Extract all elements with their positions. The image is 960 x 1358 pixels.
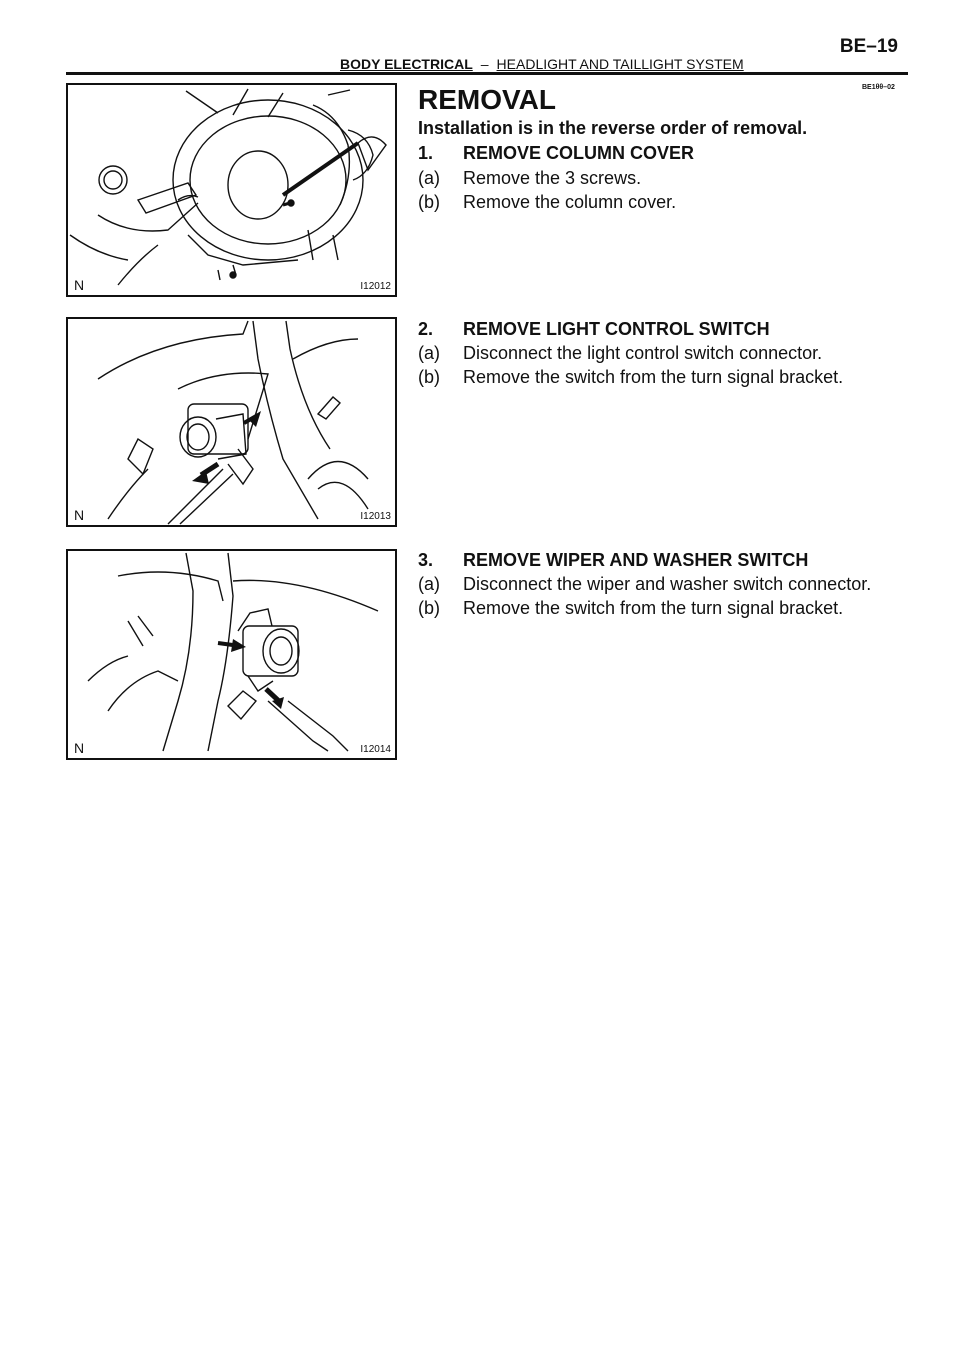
figure-column-cover (66, 83, 397, 297)
header-dash: – (480, 56, 489, 72)
substep-text: Disconnect the wiper and washer switch connector. (463, 574, 872, 594)
step-number: 2. (418, 319, 434, 339)
substep-label: (b) (418, 367, 440, 387)
section-title: BODY ELECTRICAL (340, 56, 473, 72)
substep-text: Remove the 3 screws. (463, 168, 642, 188)
step-title: REMOVE COLUMN COVER (463, 143, 695, 163)
step-number: 1. (418, 143, 434, 163)
figure-id: I12012 (360, 281, 391, 292)
figure-wiper-washer-switch (66, 549, 397, 760)
step-number: 3. (418, 550, 434, 570)
figure-id: I12014 (360, 744, 391, 755)
figure-corner-label: N (74, 277, 85, 293)
step-title: REMOVE WIPER AND WASHER SWITCH (463, 550, 809, 570)
substep-text: Remove the switch from the turn signal bracket. (463, 367, 844, 387)
figure-corner-label: N (74, 507, 85, 523)
step-title: REMOVE LIGHT CONTROL SWITCH (463, 319, 770, 339)
substep-label: (a) (418, 168, 440, 188)
substep-label: (b) (418, 598, 440, 618)
document-code: BE1θθ–02 (862, 84, 895, 91)
substep-text: Remove the column cover. (463, 192, 677, 212)
substep-label: (a) (418, 343, 440, 363)
figure-light-control-switch (66, 317, 397, 527)
figure-corner-label: N (74, 740, 85, 756)
running-header (340, 56, 744, 72)
header-rule (66, 72, 908, 75)
light-control-switch-illustration (68, 319, 395, 525)
figure-id: I12013 (360, 511, 391, 522)
page-number: BE–19 (839, 36, 898, 57)
subsection-title: HEADLIGHT AND TAILLIGHT SYSTEM (496, 56, 744, 72)
section-heading: REMOVAL (418, 84, 556, 115)
wiper-washer-switch-illustration (68, 551, 395, 758)
intro-text: Installation is in the reverse order of removal. (418, 118, 808, 138)
substep-label: (a) (418, 574, 440, 594)
substep-text: Disconnect the light control switch connector. (463, 343, 823, 363)
substep-label: (b) (418, 192, 440, 212)
steering-column-cover-illustration (68, 85, 395, 295)
substep-text: Remove the switch from the turn signal bracket. (463, 598, 844, 618)
